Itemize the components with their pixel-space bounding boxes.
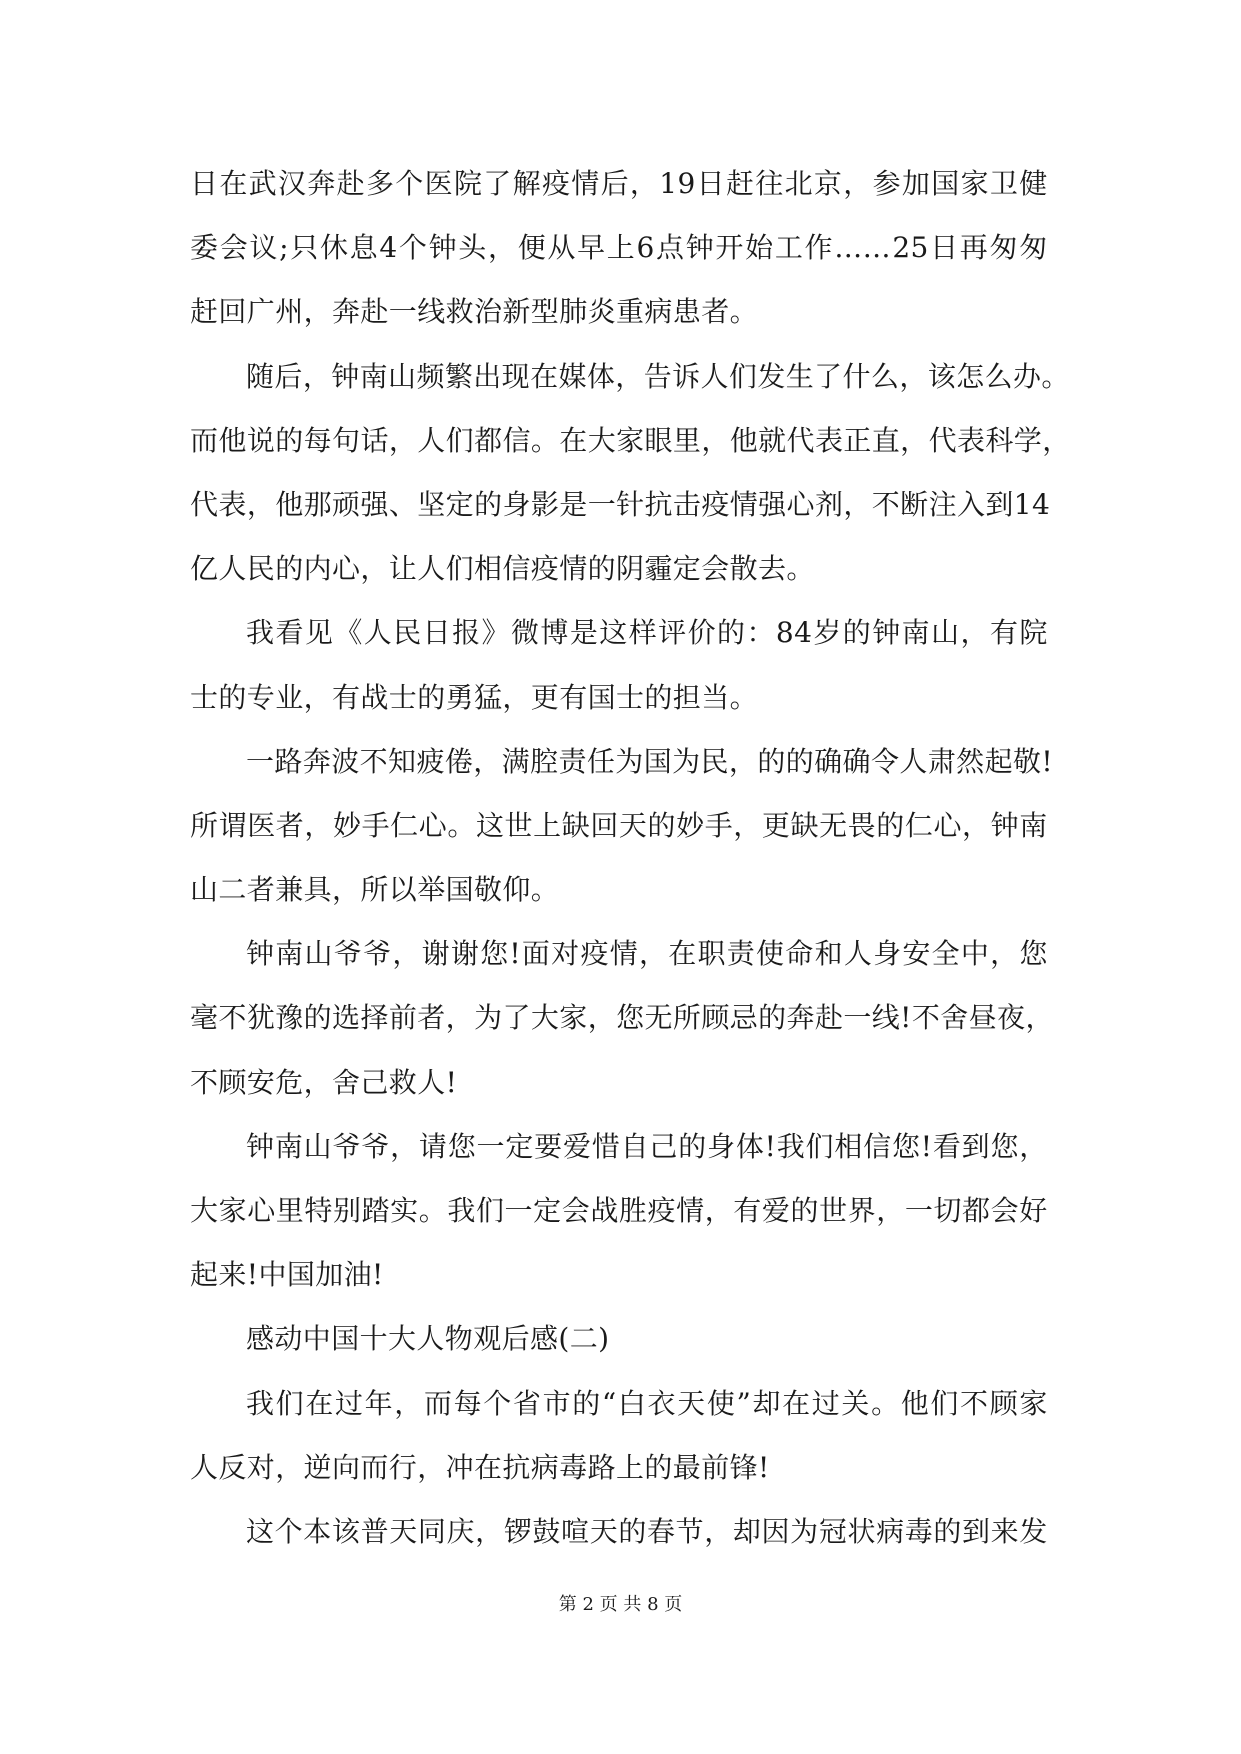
body-text [190, 152, 1071, 1564]
text-line: 毫 不 犹 豫 的 选 择 前 者 ， 为 了 大 家 ， 您 无 所 顾 忌 的 奔 赴 一 线 ! 不 舍 昼 夜 ， [190, 1001, 1054, 1035]
text-line: 感动中国十大人物观后感(二) [246, 1322, 610, 1356]
text-line: 日 在 武 汉 奔 赴 多 个 医 院 了 解 疫 情 后 ， 19 日 赶 往 北 京 ， 参 加 国 家 卫 健 [190, 167, 1048, 200]
text-line: 一 路 奔 波 不 知 疲 倦 ， 满 腔 责 任 为 国 为 民 ， 的 的 确 确 令 人 肃 然 起 敬 ! [246, 744, 1054, 778]
text-line: 人反对，逆向而行，冲在抗病毒路上的最前锋! [190, 1450, 770, 1484]
text-line: 而 他 说 的 每 句 话 ， 人 们 都 信 。 在 大 家 眼 里 ， 他 就 代 表 正 直 ， 代 表 科 学 ， [190, 423, 1071, 457]
text-line: 亿人民的内心，让人们相信疫情的阴霾定会散去。 [190, 552, 815, 586]
text-line: 钟 南 山 爷 爷 ， 谢 谢 您 ! 面 对 疫 情 ， 在 职 责 使 命 和 人 身 安 全 中 ， 您 [246, 937, 1048, 971]
text-line: 起来!中国加油! [190, 1258, 384, 1292]
text-line: 代 表 ， 他 那 顽 强 、 坚 定 的 身 影 是 一 针 抗 击 疫 情 强 心 剂 ， 不 断 注 入 到 14 [190, 487, 1051, 521]
text-line: 我 看 见 《 人 民 日 报 》 微 博 是 这 样 评 价 的 ： 84 岁 的 钟 南 山 ， 有 院 [246, 616, 1048, 650]
text-line: 赶回广州，奔赴一线救治新型肺炎重病患者。 [190, 295, 759, 329]
text-line: 委 会 议 ; 只 休 息 4 个 钟 头 ， 便 从 早 上 6 点 钟 开 始 工 作 …… 25 日 再 匆 匆 [190, 231, 1048, 265]
text-line: 所 谓 医 者 ， 妙 手 仁 心 。 这 世 上 缺 回 天 的 妙 手 ， 更 缺 无 畏 的 仁 心 ， 钟 南 [190, 808, 1048, 842]
text-line: 我 们 在 过 年 ， 而 每 个 省 市 的 “ 白 衣 天 使 ” 却 在 过 关 。 他 们 不 顾 家 [246, 1386, 1048, 1420]
page-footer: 第 2 页 共 8 页 [558, 1594, 683, 1615]
text-line: 士的专业，有战士的勇猛，更有国士的担当。 [190, 680, 759, 714]
text-line: 不顾安危，舍己救人! [190, 1065, 458, 1099]
text-line: 大 家 心 里 特 别 踏 实 。 我 们 一 定 会 战 胜 疫 情 ， 有 爱 的 世 界 ， 一 切 都 会 好 [190, 1194, 1048, 1227]
text-line: 山二者兼具，所以举国敬仰。 [190, 873, 560, 907]
text-line: 随 后 ， 钟 南 山 频 繁 出 现 在 媒 体 ， 告 诉 人 们 发 生 了 什 么 ， 该 怎 么 办 。 [246, 359, 1070, 393]
text-line: 钟 南 山 爷 爷 ， 请 您 一 定 要 爱 惜 自 己 的 身 体 ! 我 们 相 信 您 ! 看 到 您 ， [246, 1129, 1048, 1163]
text-line: 这 个 本 该 普 天 同 庆 ， 锣 鼓 喧 天 的 春 节 ， 却 因 为 冠 状 病 毒 的 到 来 发 [246, 1514, 1048, 1548]
